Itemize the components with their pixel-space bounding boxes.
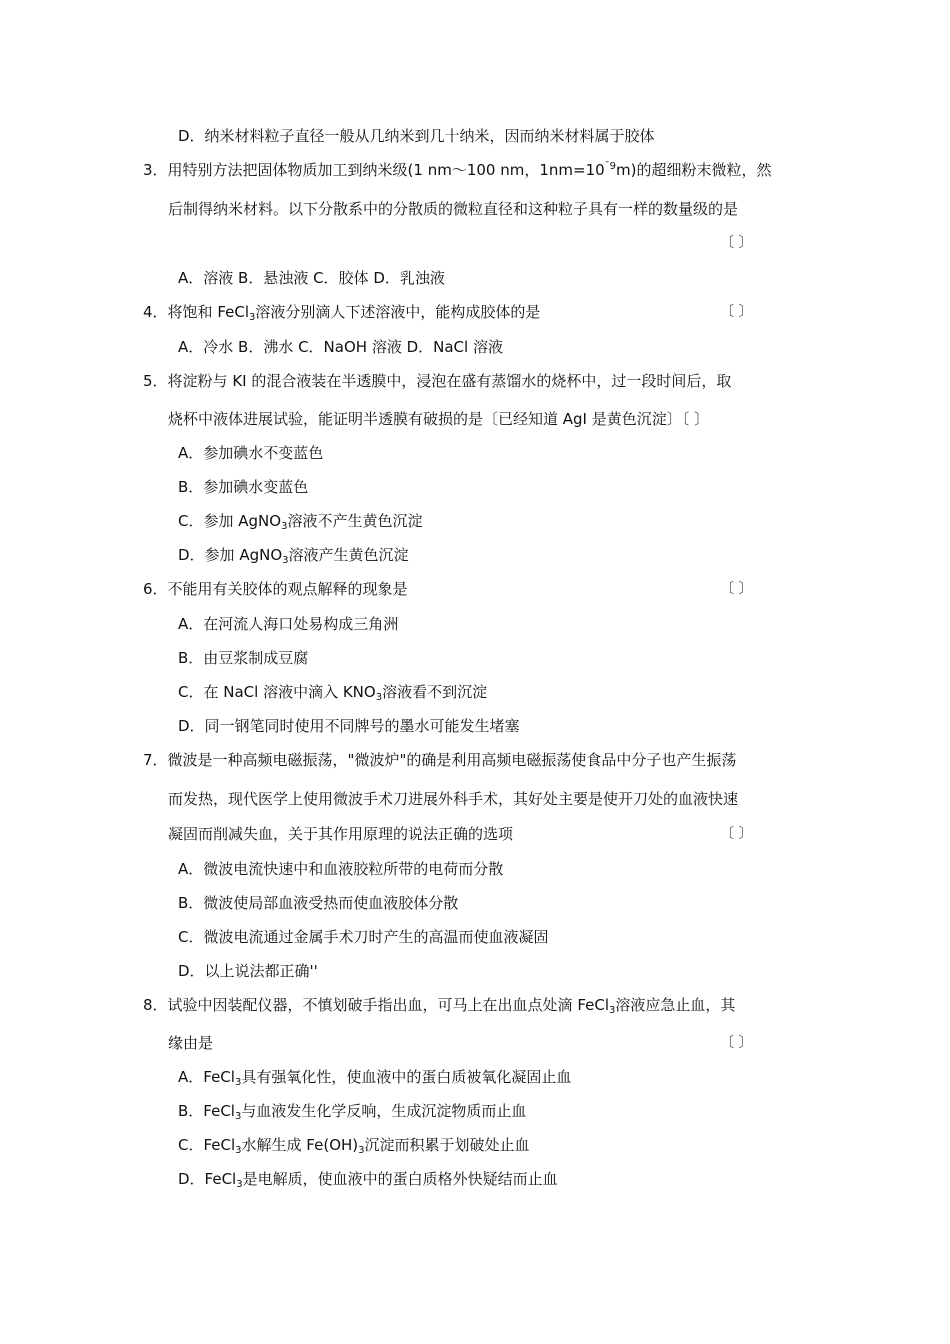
- q6-option-d: D．同一钢笔同时使用不同牌号的墨水可能发生堵塞: [178, 717, 520, 735]
- q4-answer-bracket: 〔 〕: [720, 304, 753, 320]
- q6-number: 6．: [143, 580, 168, 598]
- q8-text-a: 试验中因装配仪器，不慎划破手指出血，可马上在出血点处滴 FeCl: [167, 996, 609, 1014]
- q8-option-c-subscript-2: 3: [358, 1145, 365, 1156]
- q4-text-a: 将饱和 FeCl: [167, 303, 249, 321]
- q7-option-d: D．以上说法都正确'': [178, 962, 318, 980]
- q8-stem-line-1: [143, 995, 735, 1015]
- q7-stem-line-3: 凝固而削减失血，关于其作用原理的说法正确的选项: [168, 825, 514, 843]
- q5-option-c-text-a: C．参加 AgNO: [178, 512, 282, 530]
- q4-options: A．冷水 B．沸水 C．NaOH 溶液 D．NaCl 溶液: [178, 338, 503, 356]
- q3-options: A．溶液 B．悬浊液 C．胶体 D．乳浊液: [178, 269, 445, 287]
- q8-option-b-subscript: 3: [234, 1111, 242, 1122]
- q7-number: 7．: [143, 751, 168, 769]
- q7-stem-line-2: 而发热，现代医学上使用微波手术刀进展外科手术，其好处主要是使开刀处的血液快速: [168, 790, 739, 808]
- q5-stem-line-1: [143, 371, 731, 391]
- q5-text: 将淀粉与 KI 的混合液装在半透膜中，浸泡在盛有蒸馏水的烧杯中，过一段时间后，取: [167, 372, 732, 390]
- q5-option-a: A．参加碘水不变蓝色: [178, 444, 324, 462]
- q8-option-c-subscript: 3: [235, 1145, 242, 1156]
- q5-option-b: B．参加碘水变蓝色: [178, 478, 309, 496]
- q8-option-a: [178, 1067, 571, 1087]
- q7-option-c: C．微波电流通过金属手术刀时产生的高温而使血液凝固: [178, 928, 549, 946]
- q5-number: 5．: [143, 372, 168, 390]
- q8-subscript: 3: [609, 1005, 616, 1016]
- q8-option-a-subscript: 3: [234, 1077, 242, 1088]
- q5-option-c: [178, 511, 422, 531]
- q7-option-b: B．微波使局部血液受热而使血液胶体分散: [178, 894, 459, 912]
- q8-option-d-subscript: 3: [236, 1179, 243, 1190]
- q6-option-c-text-b: 溶液看不到沉淀: [382, 683, 488, 701]
- q4-stem: [143, 302, 540, 322]
- q8-option-b-text-b: 与血液发生化学反响，生成沉淀物质而止血: [241, 1102, 527, 1120]
- q6-option-c-text-a: C．在 NaCl 溶液中滴入 KNO: [178, 683, 376, 701]
- q8-option-c-text-a: C．FeCl: [178, 1136, 236, 1154]
- q5-option-c-subscript: 3: [281, 521, 288, 532]
- q3-number: 3．: [143, 161, 168, 179]
- q5-option-d: [178, 545, 409, 565]
- q8-option-d-text-a: D．FeCl: [178, 1170, 237, 1188]
- q8-option-c-text-c: 沉淀而积累于划破处止血: [364, 1136, 530, 1154]
- q7-option-a: A．微波电流快速中和血液胶粒所带的电荷而分散: [178, 860, 504, 878]
- q6-option-a: A．在河流人海口处易构成三角洲: [178, 615, 399, 633]
- q3-text-a: 用特别方法把固体物质加工到纳米级(1 nm～100 nm，1nm=10: [167, 161, 605, 179]
- q7-answer-bracket: 〔 〕: [720, 826, 753, 842]
- q3-stem-line-1: [143, 160, 772, 180]
- q8-option-b-text-a: B．FeCl: [178, 1102, 235, 1120]
- q7-stem-line-1: [143, 750, 736, 770]
- q6-text: 不能用有关胶体的观点解释的现象是: [167, 580, 408, 598]
- q5-option-d-text-a: D．参加 AgNO: [178, 546, 283, 564]
- q3-answer-bracket: 〔 〕: [720, 235, 753, 251]
- q8-number: 8．: [143, 996, 168, 1014]
- q8-option-b: [178, 1101, 526, 1121]
- q6-option-c-subscript: 3: [375, 692, 383, 703]
- q6-answer-bracket: 〔 〕: [720, 581, 753, 597]
- q4-number: 4．: [143, 303, 168, 321]
- q5-option-d-subscript: 3: [282, 555, 289, 566]
- q8-option-a-text-b: 具有强氧化性，使血液中的蛋白质被氧化凝固止血: [241, 1068, 572, 1086]
- q8-option-c-text-b: 水解生成 Fe(OH): [241, 1136, 359, 1154]
- q6-option-c: [178, 682, 487, 702]
- q8-option-a-text-a: A．FeCl: [178, 1068, 235, 1086]
- q3-stem-line-2: 后制得纳米材料。以下分散系中的分散质的微粒直径和这种粒子具有一样的数量级的是: [168, 200, 739, 218]
- q8-option-c: [178, 1135, 530, 1155]
- q8-option-d: [178, 1169, 558, 1189]
- q7-text: 微波是一种高频电磁振荡，"微波炉"的确是利用高频电磁振荡使食品中分子也产生振荡: [167, 751, 737, 769]
- q5-stem-line-2: 烧杯中液体进展试验，能证明半透膜有破损的是〔已经知道 AgI 是黄色沉淀〕〔 〕: [168, 410, 710, 428]
- q8-answer-bracket: 〔 〕: [720, 1035, 753, 1051]
- q2-option-d: D．纳米材料粒子直径一般从几纳米到几十纳米，因而纳米材料属于胶体: [178, 127, 655, 145]
- q3-text-b: m)的超细粉末微粒，然: [616, 161, 772, 179]
- q4-text-b: 溶液分别滴人下述溶液中，能构成胶体的是: [255, 303, 541, 321]
- q5-option-d-text-b: 溶液产生黄色沉淀: [288, 546, 409, 564]
- q8-text-b: 溶液应急止血，其: [615, 996, 736, 1014]
- q6-stem: [143, 579, 408, 599]
- q8-stem-line-2: 缘由是: [168, 1034, 214, 1052]
- q8-option-d-text-b: 是电解质，使血液中的蛋白质格外快疑结而止血: [242, 1170, 558, 1188]
- q4-subscript: 3: [249, 312, 256, 323]
- q6-option-b: B．由豆浆制成豆腐: [178, 649, 309, 667]
- q5-option-c-text-b: 溶液不产生黄色沉淀: [287, 512, 423, 530]
- q3-exponent: ˉ9: [604, 161, 617, 172]
